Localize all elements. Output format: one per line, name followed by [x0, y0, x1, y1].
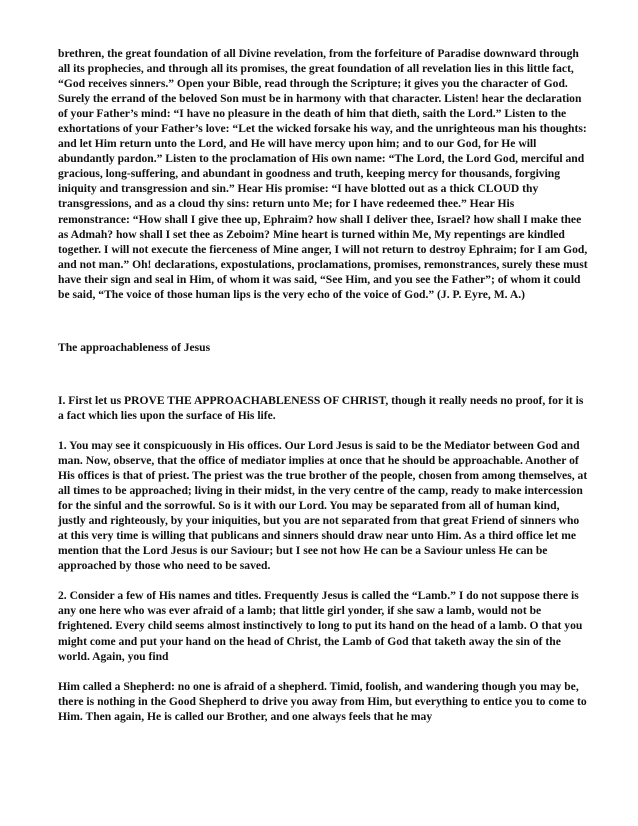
paragraph-point-one: I. First let us PROVE THE APPROACHABLENESS OF CHRIST, though it really needs no proof, for it is a fact which lies upon the surface of His life. [58, 393, 584, 422]
spacer [58, 423, 588, 438]
spacer [58, 355, 588, 393]
paragraph-shepherd: Him called a Shepherd: no one is afraid of a shepherd. Timid, foolish, and wandering though you may be, there is nothing in the Good Shepherd to drive you away from Him, but everything to entice you to come to Him. Then again, He is called our Brother, and one always feels that he may [58, 679, 587, 723]
spacer [58, 573, 588, 588]
paragraph-names-titles: 2. Consider a few of His names and titles. Frequently Jesus is called the “Lamb.” I do not suppose there is any one here who was ever afraid of a lamb; that little girl yonder, if she saw a lamb, would not be frightened. Every child seems almost instinctively to long to put its hand on the head of a lamb. O that you might come and put your hand on the head of Christ, the Lamb of God that taketh away the sin of the world. Again, you find [58, 589, 583, 663]
spacer [58, 664, 588, 679]
paragraph-offices: 1. You may see it conspicuously in His offices. Our Lord Jesus is said to be the Mediator between God and man. Now, observe, that the office of mediator implies at once that he should be approachable. Another of His offices is that of priest. The priest was the true brother of the people, chosen from among themselves, at all times to be approached; living in their midst, in the very centre of the camp, ready to make intercession for the sinful and the sorrowful. So is it with our Lord. You may be separated from all of human kind, justly and righteously, by your iniquities, but you are not separated from that great Friend of sinners who at this very time is willing that publicans and sinners should draw near unto Him. As a third office let me mention that the Lord Jesus is our Saviour; but I see not how He can be a Saviour unless He can be approached by those who need to be saved. [58, 438, 588, 573]
document-page [58, 46, 588, 724]
spacer [58, 302, 588, 340]
section-heading: The approachableness of Jesus [58, 340, 211, 354]
paragraph-eyre-quote: brethren, the great foundation of all Divine revelation, from the forfeiture of Paradise downward through all its prophecies, and through all its promises, the great foundation of all revelation lies in this little fact, “God receives sinners.” Open your Bible, read through the Scripture; it gives you the character of God. Surely the errand of the beloved Son must be in harmony with that character. Listen! hear the declaration of your Father’s mind: “I have no pleasure in the death of him that dieth, saith the Lord.” Listen to the exhortations of your Father’s love: “Let the wicked forsake his way, and the unrighteous man his thoughts: and let Him return unto the Lord, and He will have mercy upon him; and to our God, for He will abundantly pardon.” Listen to the proclamation of His own name: “The Lord, the Lord God, merciful and gracious, long-suffering, and abundant in goodness and truth, keeping mercy for thousands, forgiving iniquity and transgression and sin.” Hear His promise: “I have blotted out as a thick CLOUD thy transgressions, and as a cloud thy sins: return unto Me; for I have redeemed thee.” Hear His remonstrance: “How shall I give thee up, Ephraim? how shall I deliver thee, Israel? how shall I make thee as Admah? how shall I set thee as Zeboim? Mine heart is turned within Me, My repentings are kindled together. I will not execute the fierceness of Mine anger, I will not return to destroy Ephraim; for I am God, and not man.” Oh! declarations, expostulations, proclamations, promises, remonstrances, surely these must have their sign and seal in Him, of whom it was said, “See Him, and you see the Father”; of whom it could be said, “The voice of those human lips is the very echo of the voice of God.” (J. P. Eyre, M. A.) [58, 47, 588, 301]
